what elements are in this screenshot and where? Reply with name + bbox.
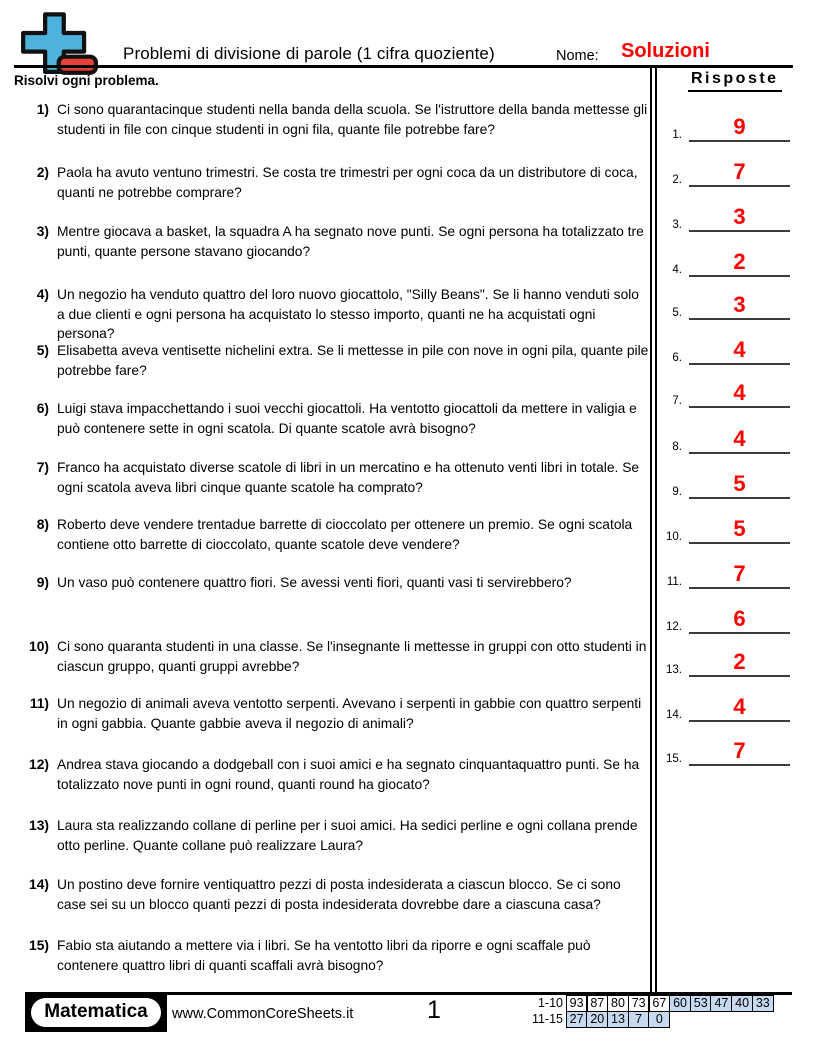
problem-text: Luigi stava impacchettando i suoi vecchi giocattoli. Ha ventotto giocattoli da mettere in valigia e può contenere sette in ogni scatola. Di quante scatole avrà bisogno? xyxy=(57,401,637,436)
problem-item-8 xyxy=(18,515,650,554)
answer-row-7 xyxy=(656,378,790,408)
answer-number: 9. xyxy=(672,486,682,498)
answer-blank-line xyxy=(689,651,790,677)
problem-number: 4) xyxy=(36,287,49,302)
answer-value: 2 xyxy=(733,249,746,274)
score-cell: 47 xyxy=(710,995,732,1012)
answer-number: 14. xyxy=(666,709,682,721)
problem-number: 6) xyxy=(36,401,49,416)
problem-text: Un postino deve fornire ventiquattro pezzi di posta indesiderata a ciascun blocco. Se ci sono case sei su un blocco quanti pezzi di posta indesiderata dovrebbe dare a ciascuna casa? xyxy=(57,877,621,912)
answer-row-9 xyxy=(656,469,790,499)
answer-row-15 xyxy=(656,736,790,766)
problem-number: 10) xyxy=(29,639,49,654)
score-cell: 33 xyxy=(752,995,774,1012)
answer-value: 4 xyxy=(733,426,746,451)
answer-row-1 xyxy=(656,112,790,142)
answer-blank-line xyxy=(689,339,790,365)
answer-row-11 xyxy=(656,559,790,589)
answer-row-12 xyxy=(656,604,790,634)
score-cell: 60 xyxy=(669,995,691,1012)
answer-number: 12. xyxy=(666,621,682,633)
problem-text: Ci sono quaranta studenti in una classe. Se l'insegnante li mettesse in gruppi con otto studenti in ciascun gruppo, quanti gruppi avrebbe? xyxy=(57,639,647,674)
problem-number: 5) xyxy=(36,343,49,358)
problem-text: Un vaso può contenere quattro fiori. Se avessi venti fiori, quanti vasi ti servirebbero? xyxy=(57,575,572,590)
problem-item-6 xyxy=(18,399,650,438)
problem-item-13 xyxy=(18,816,650,855)
instructions-text: Risolvi ogni problema. xyxy=(14,73,159,88)
score-cell: 73 xyxy=(628,995,650,1012)
problem-item-3 xyxy=(18,222,650,261)
brand-pill xyxy=(31,998,161,1027)
name-value-solutions: Soluzioni xyxy=(621,40,710,62)
answer-blank-line xyxy=(689,428,790,454)
answer-number: 10. xyxy=(666,531,682,543)
score-row-label: 11-15 xyxy=(531,1011,563,1026)
score-table xyxy=(519,995,774,1028)
answer-number: 3. xyxy=(672,219,682,231)
problem-text: Un negozio ha venduto quattro del loro nuovo giocattolo, "Silly Beans". Se li hanno venduti solo a due clienti e ogni persona ha acquistato lo stesso importo, quanti ne ha acquistati ogni persona? xyxy=(57,287,639,341)
answers-panel-title: Risposte xyxy=(688,70,782,92)
answer-blank-line xyxy=(689,518,790,544)
score-cell: 13 xyxy=(607,1011,629,1028)
answer-number: 15. xyxy=(666,753,682,765)
problem-item-2 xyxy=(18,163,650,202)
answer-blank-line xyxy=(689,251,790,277)
score-row-label: 1-10 xyxy=(537,996,563,1010)
brand-name: Matematica xyxy=(44,1001,148,1022)
problem-text: Laura sta realizzando collane di perline per i suoi amici. Ha sedici perline e ogni collana prende otto perline. Quante collane può realizzare Laura? xyxy=(57,818,638,853)
answer-value: 7 xyxy=(733,159,746,184)
answer-blank-line xyxy=(689,696,790,722)
answer-blank-line xyxy=(689,473,790,499)
score-row-11-15 xyxy=(519,1011,774,1028)
score-cell: 53 xyxy=(690,995,712,1012)
answer-value: 4 xyxy=(733,380,746,405)
answer-row-14 xyxy=(656,692,790,722)
problem-text: Mentre giocava a basket, la squadra A ha segnato nove punti. Se ogni persona ha totalizzato tre punti, quante persone stavano giocando? xyxy=(57,224,644,259)
answer-blank-line xyxy=(689,206,790,232)
website-url: www.CommonCoreSheets.it xyxy=(172,1006,354,1022)
answer-value: 3 xyxy=(733,204,746,229)
score-row-1-10 xyxy=(519,995,774,1012)
answer-number: 8. xyxy=(672,441,682,453)
answer-number: 11. xyxy=(666,576,682,588)
problem-item-10 xyxy=(18,637,650,676)
answer-value: 6 xyxy=(733,606,746,631)
problem-item-12 xyxy=(18,755,650,794)
problem-number: 14) xyxy=(29,877,49,892)
name-label: Nome: xyxy=(556,48,599,64)
score-cell: 87 xyxy=(586,995,608,1012)
answer-number: 6. xyxy=(672,352,682,364)
score-cell: 67 xyxy=(648,995,670,1012)
answer-blank-line xyxy=(689,294,790,320)
answer-blank-line xyxy=(689,740,790,766)
problem-text: Ci sono quarantacinque studenti nella banda della scuola. Se l'istruttore della banda mettesse gli studenti in file con cinque studenti in ogni fila, quante file potrebbe fare? xyxy=(57,102,648,137)
answer-blank-line xyxy=(689,116,790,142)
header-divider-line xyxy=(14,65,793,68)
problem-text: Un negozio di animali aveva ventotto serpenti. Avevano i serpenti in gabbie con quattro serpenti in ogni gabbia. Quante gabbie aveva il negozio di animali? xyxy=(57,696,642,731)
problem-text: Franco ha acquistato diverse scatole di libri in un mercatino e ha ottenuto venti libri in totale. Se ogni scatola aveva libri cinque quante scatole ha comprato? xyxy=(57,460,640,495)
answer-value: 2 xyxy=(733,649,746,674)
answer-row-3 xyxy=(656,202,790,232)
page-number: 1 xyxy=(427,996,441,1024)
answer-number: 1. xyxy=(672,129,682,141)
problem-text: Elisabetta aveva ventisette nichelini extra. Se li mettesse in pile con nove in ogni pila, quante pile potrebbe fare? xyxy=(57,343,649,378)
brand-logo xyxy=(25,993,167,1032)
score-cell: 20 xyxy=(586,1011,608,1028)
answer-value: 5 xyxy=(733,471,746,496)
answer-number: 4. xyxy=(672,264,682,276)
answer-value: 9 xyxy=(733,114,746,139)
problem-number: 8) xyxy=(36,517,49,532)
problem-number: 1) xyxy=(36,102,49,117)
answer-blank-line xyxy=(689,608,790,634)
answer-number: 2. xyxy=(672,174,682,186)
problem-text: Fabio sta aiutando a mettere via i libri. Se ha ventotto libri da riporre e ogni scaffale può contenere quattro libri di quanti scaffali avrà bisogno? xyxy=(57,938,591,973)
score-cell: 40 xyxy=(731,995,753,1012)
problem-item-7 xyxy=(18,458,650,497)
answer-row-4 xyxy=(656,247,790,277)
problem-item-14 xyxy=(18,875,650,914)
problem-number: 7) xyxy=(36,460,49,475)
problem-item-5 xyxy=(18,341,650,380)
answer-blank-line xyxy=(689,161,790,187)
answer-number: 5. xyxy=(672,307,682,319)
problem-number: 13) xyxy=(29,818,49,833)
problem-text: Andrea stava giocando a dodgeball con i suoi amici e ha segnato cinquantaquattro punti. Se ha totalizzato nove punti in ogni round, quanti round ha giocato? xyxy=(57,757,640,792)
score-cell: 7 xyxy=(628,1011,650,1028)
problem-number: 9) xyxy=(36,575,49,590)
worksheet-title: Problemi di divisione di parole (1 cifra quoziente) xyxy=(123,44,495,63)
problem-item-15 xyxy=(18,936,650,975)
answer-value: 7 xyxy=(733,561,746,586)
answer-row-10 xyxy=(656,514,790,544)
score-cell: 93 xyxy=(566,995,588,1012)
score-cell: 27 xyxy=(566,1011,588,1028)
problem-number: 15) xyxy=(29,938,49,953)
score-cell: 80 xyxy=(607,995,629,1012)
problem-item-4 xyxy=(18,285,650,344)
answer-row-13 xyxy=(656,647,790,677)
problem-number: 3) xyxy=(36,224,49,239)
answer-value: 4 xyxy=(733,337,746,362)
answer-value: 5 xyxy=(733,516,746,541)
problem-item-11 xyxy=(18,694,650,733)
answer-value: 7 xyxy=(733,738,746,763)
problem-text: Paola ha avuto ventuno trimestri. Se costa tre trimestri per ogni coca da un distributore di coca, quanti ne potrebbe comprare? xyxy=(57,165,638,200)
answer-number: 13. xyxy=(666,664,682,676)
problem-number: 2) xyxy=(36,165,49,180)
answer-row-6 xyxy=(656,335,790,365)
answer-value: 3 xyxy=(733,292,746,317)
answer-row-8 xyxy=(656,424,790,454)
score-cell: 0 xyxy=(648,1011,670,1028)
problem-text: Roberto deve vendere trentadue barrette di cioccolato per ottenere un premio. Se ogni scatola contiene otto barrette di cioccolato, quante scatole deve vendere? xyxy=(57,517,633,552)
problem-item-9 xyxy=(18,573,650,593)
problem-number: 12) xyxy=(29,757,49,772)
answer-row-2 xyxy=(656,157,790,187)
answer-blank-line xyxy=(689,563,790,589)
problem-number: 11) xyxy=(29,696,49,711)
answer-number: 7. xyxy=(672,395,682,407)
answer-row-5 xyxy=(656,290,790,320)
answer-value: 4 xyxy=(733,694,746,719)
answer-blank-line xyxy=(689,382,790,408)
problem-item-1 xyxy=(18,100,650,139)
